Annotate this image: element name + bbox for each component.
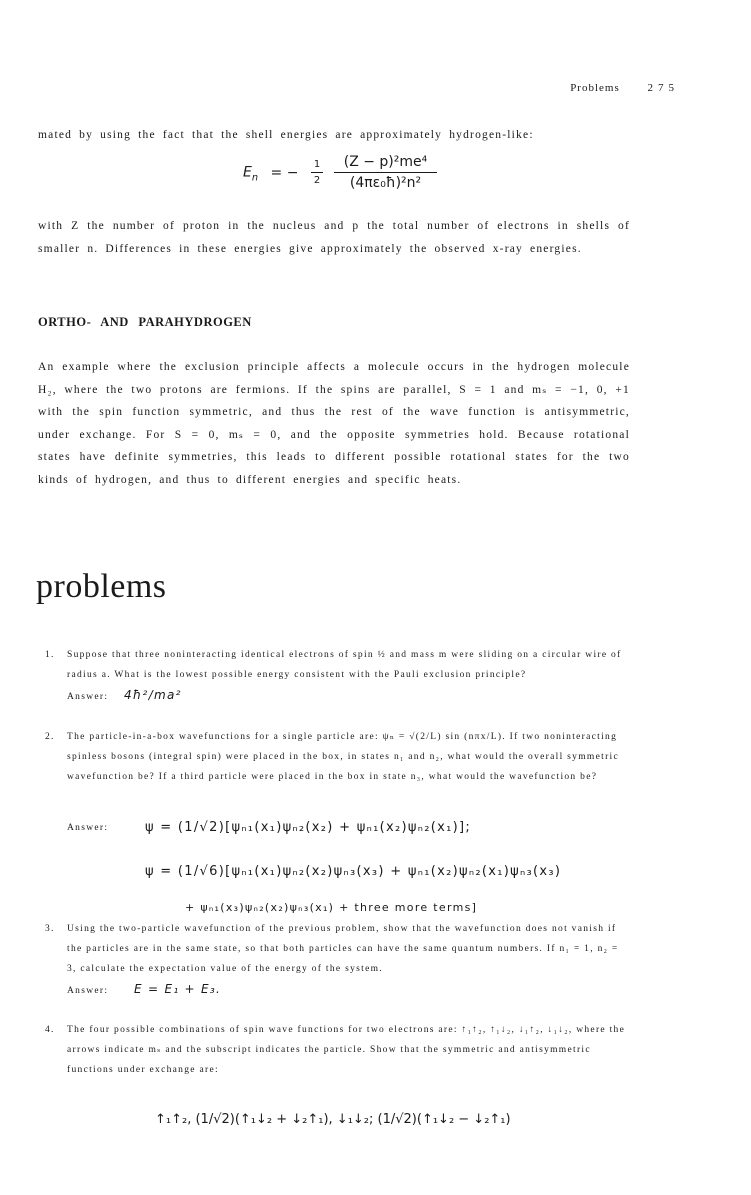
problem-number: 1. <box>45 650 55 660</box>
shell-energy-equation: $E_n$ = − $\frac{1}{2}$ $\frac{\text{(Z − p)²me⁴}}{\text{(4πε₀ħ)²n²}}$ <box>243 154 437 191</box>
problem-2-answer: Answer: ψ = (1/√2)[ψₙ₁(x₁)ψₙ₂(x₂) + ψₙ₁(x₂)ψₙ₂(x₁)]; ψ = (1/√6)[ψₙ₁(x₁)ψₙ₂(x₂)ψₙ₃(x₃) + ψₙ₁(x₂)ψₙ₂(x₁)ψₙ₃(x₃) + ψₙ₁(x₃)ψₙ₂(x₂)ψₙ₃(x₁) + three more terms] <box>45 818 630 838</box>
problem-text: The particle-in-a-box wavefunctions for a single particle are: ψₙ = √(2/L) sin (nπx/L). If two noninteracting spinless bosons (integral spin) were placed in the box, in states n₁ and n₂, what would the overall symmetric wavefunction be? If a third particle were placed in the box in state n₃, what would the wavefunction be? <box>67 732 619 782</box>
answer-line-3: + ψₙ₁(x₃)ψₙ₂(x₂)ψₙ₃(x₁) + three more terms] <box>185 901 478 914</box>
problem-text: The four possible combinations of spin wave functions for two electrons are: ↑₁↑₂, ↑₁↓₂, ↓₁↑₂, ↓₁↓₂, where the arrows indicate mₛ and the subscript indicates the particle. Show that the symmetric and antisymmetric functions under exchange are: <box>67 1025 626 1075</box>
equation-coefficient: $\frac{1}{2}$ <box>311 159 323 186</box>
equation-fraction: $\frac{\text{(Z − p)²me⁴}}{\text{(4πε₀ħ)²n²}}$ <box>334 154 438 191</box>
problem-number: 2. <box>45 732 55 742</box>
intro-line: mated by using the fact that the shell energies are approximately hydrogen-like: <box>38 129 534 141</box>
answer-line-2: ψ = (1/√6)[ψₙ₁(x₁)ψₙ₂(x₂)ψₙ₃(x₃) + ψₙ₁(x₂)ψₙ₂(x₁)ψₙ₃(x₃) <box>145 864 562 879</box>
page-number: 275 <box>647 82 679 94</box>
problem-4 <box>45 1020 630 1080</box>
problem-answer: Answer: 4ħ²/ma² <box>67 688 182 702</box>
intro-continuation: with Z the number of proton in the nucleus and p the total number of electrons in shells of smaller n. Differences in these energies give approximately the observed x-ray energies. <box>38 220 630 255</box>
chapter-title: problems <box>36 568 167 605</box>
problem-text: Suppose that three noninteracting identical electrons of spin ½ and mass m were sliding on a circular wire of radius a. What is the lowest possible energy consistent with the Pauli exclusion principle? <box>67 650 622 680</box>
header-section: Problems <box>570 82 620 94</box>
answer-line-1: ψ = (1/√2)[ψₙ₁(x₁)ψₙ₂(x₂) + ψₙ₁(x₂)ψₙ₂(x₁)]; <box>145 820 472 835</box>
section-paragraph: An example where the exclusion principle affects a molecule occurs in the hydrogen molecule H₂, where the two protons are fermions. If the spins are parallel, S = 1 and mₛ = −1, 0, +1 with the spin function symmetric, and thus the rest of the wave function is antisymmetric, under exchange. For S = 0, mₛ = 0, and the opposite symmetries hold. Because rotational states have definite symmetries, this leads to different possible rotational states for the two kinds of hydrogen, and thus to different energies and specific heats. <box>38 361 630 486</box>
problem-text: Using the two-particle wavefunction of the previous problem, show that the wavefunction does not vanish if the particles are in the same state, so that both particles can have the same quantum numbers. If n₁ = 1, n₂ = 3, calculate the expectation value of the energy of the system. <box>67 924 619 974</box>
problem-3 <box>45 919 630 1001</box>
running-header <box>570 82 679 94</box>
problem-4-equation: ↑₁↑₂, (1/√2)(↑₁↓₂ + ↓₂↑₁), ↓₁↓₂; (1/√2)(↑₁↓₂ − ↓₂↑₁) <box>155 1112 511 1127</box>
problem-number: 3. <box>45 924 55 934</box>
problem-1 <box>45 645 630 707</box>
problem-2 <box>45 727 630 787</box>
problem-number: 4. <box>45 1025 55 1035</box>
section-heading: ORTHO- AND PARAHYDROGEN <box>38 315 252 329</box>
problem-answer: Answer: E = E₁ + E₃. <box>67 982 222 996</box>
